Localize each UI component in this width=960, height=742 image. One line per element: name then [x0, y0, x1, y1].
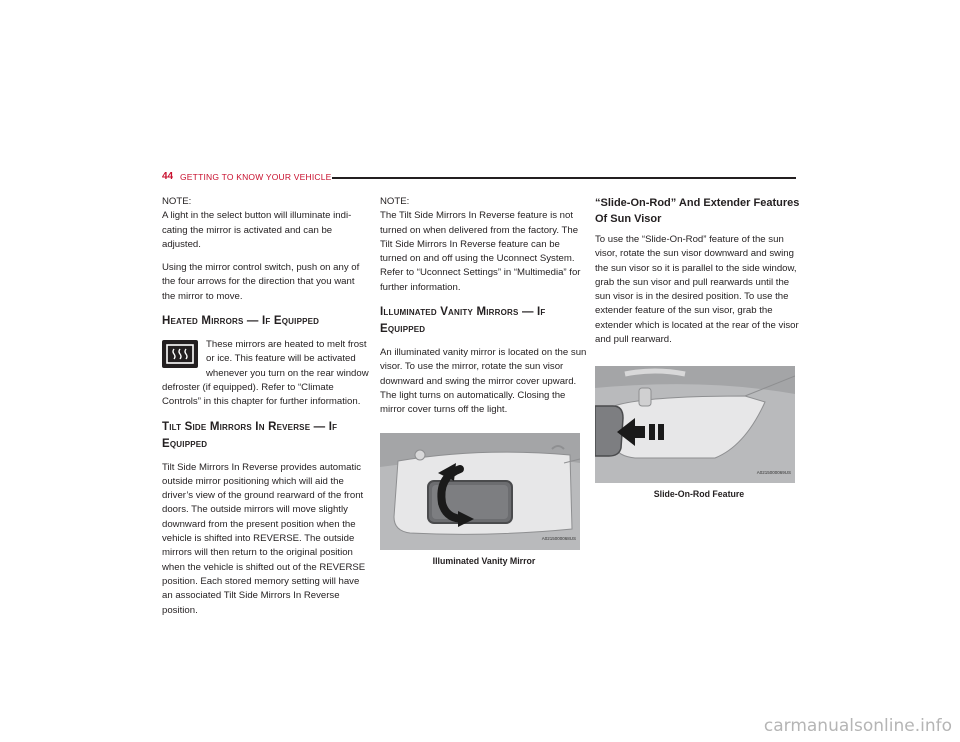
column-1: [162, 195, 370, 627]
figure-caption: Illuminated Vanity Mirror: [432, 555, 536, 566]
section-title: GETTING TO KNOW YOUR VEHICLE: [180, 172, 332, 182]
heated-mirrors-text: These mirrors are heated to melt frost or ice. This feature will be activated whenever you turn on the rear window defroster (if equipped). Refer to “Climate Controls” in this chapter for further information.: [162, 339, 369, 408]
note-text: The Tilt Side Mirrors In Reverse feature is not turned on when delivered from the factory. The Tilt Side Mirrors In Reverse feature can be turned on and off using the Uconnect System. Refer to “Uconnect Settings” in “Multimedia” for further information.: [380, 210, 581, 293]
column-2: [380, 195, 588, 568]
page-number: 44: [162, 171, 174, 182]
tilt-mirrors-text: Tilt Side Mirrors In Reverse provides automatic outside mirror positioning which will aid the driver’s view of the ground rearward of the front doors. The outside mirrors will move slightly downward from the present position when the vehicle is shifted into REVERSE. The outside mirrors will then return to the original position when the vehicle is shifted out of the REVERSE position. Each stored memory setting will have an associated Tilt Side Mirrors In Reverse position.: [162, 461, 366, 616]
column-3: [595, 195, 803, 502]
slide-on-rod-heading: “Slide-On-Rod” And Extender Features Of Sun Visor: [595, 197, 800, 225]
vanity-mirror-figure: [380, 433, 580, 550]
page-header: [162, 171, 796, 187]
tilt-mirrors-heading: Tilt Side Mirrors In Reverse — If Equipped: [162, 420, 338, 450]
note-label: NOTE:: [380, 196, 410, 207]
slide-on-rod-figure: [595, 366, 795, 483]
note-text: A light in the select button will illuminate indi- cating the mirror is activated and can be adjusted.: [162, 210, 352, 250]
watermark: carmanualsonline.info: [763, 716, 952, 736]
figure-code: A0215000069US: [756, 470, 791, 476]
figure-caption: Slide-On-Rod Feature: [653, 489, 745, 500]
note-2: [380, 195, 588, 295]
vanity-mirrors-heading: Illuminated Vanity Mirrors — If Equipped: [380, 306, 546, 336]
header-rule: [332, 177, 796, 179]
vanity-mirrors-text: An illuminated vanity mirror is located on the sun visor. To use the mirror, rotate the sun visor downward and swing the mirror cover upward. The light turns on automatically. Closing the mirror cover turns off the light.: [380, 347, 587, 416]
slide-on-rod-text: To use the “Slide-On-Rod” feature of the sun visor, rotate the sun visor downward and swing the sun visor so it is parallel to the side window, grab the sun visor and pull rearwards until the sun visor is in the desired position. To use the extender feature of the sun visor, grab the extender which is located at the rear of the visor and pull rearward.: [595, 234, 799, 346]
mirror-control-paragraph: Using the mirror control switch, push on any of the four arrows for the direction that you want the mirror to move.: [162, 262, 360, 302]
rear-defroster-icon: [162, 340, 198, 368]
note-label: NOTE:: [162, 196, 192, 207]
heated-mirrors-heading: Heated Mirrors — If Equipped: [162, 315, 320, 328]
note-1: [162, 195, 370, 252]
heated-mirrors-block: [162, 338, 370, 409]
figure-code: A0215000068US: [541, 536, 576, 542]
